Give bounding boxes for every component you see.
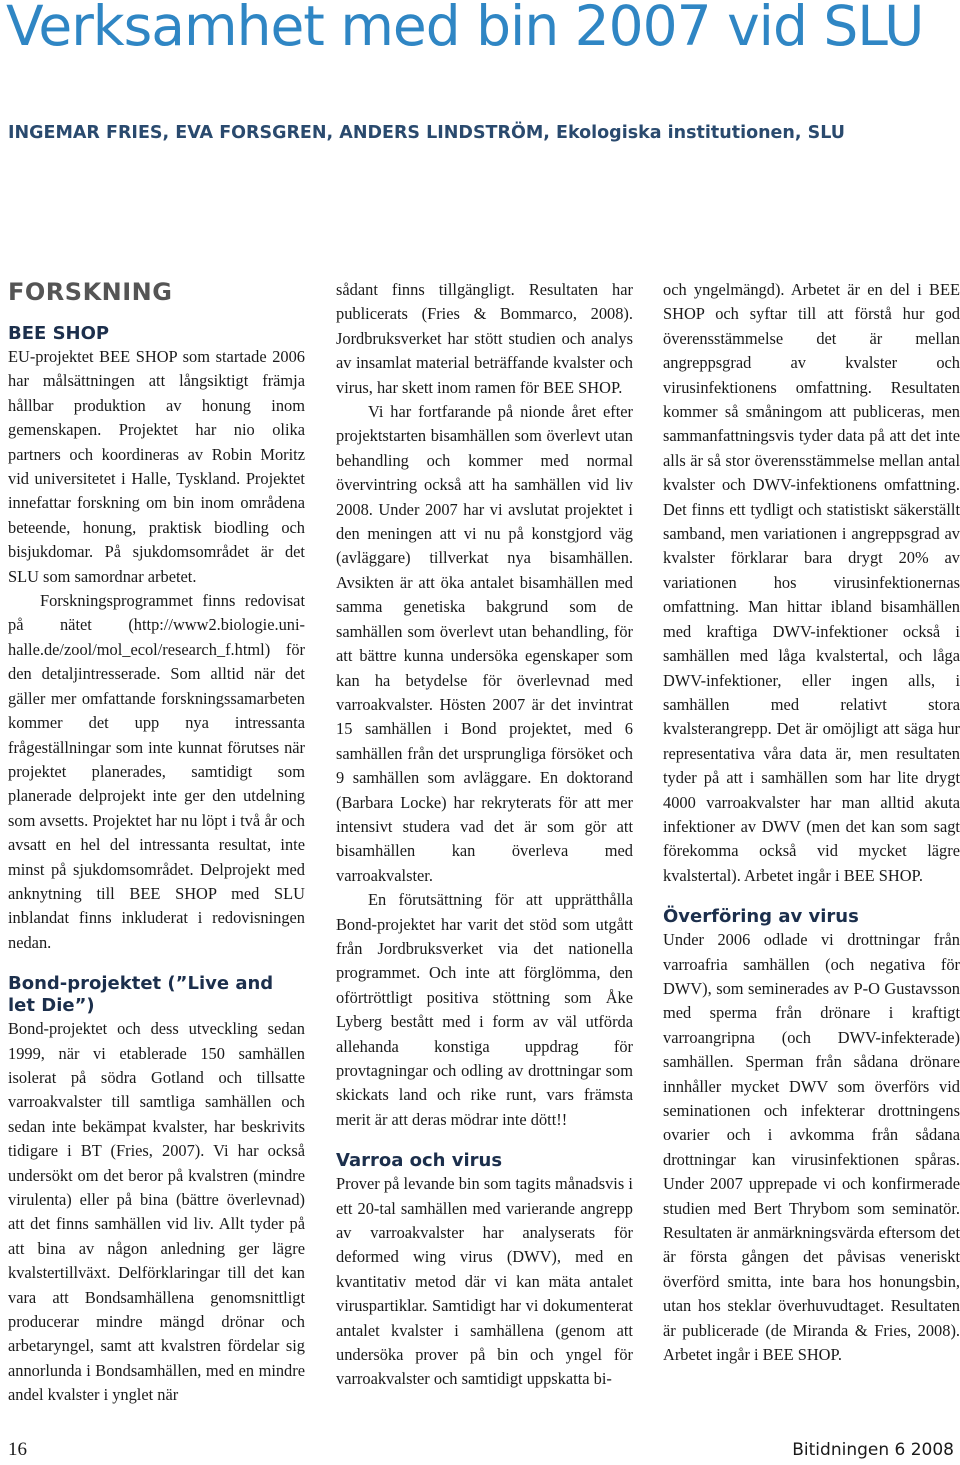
transfer-heading: Överföring av virus xyxy=(663,906,859,928)
bee-shop-heading: BEE SHOP xyxy=(8,323,110,344)
column-1 xyxy=(8,278,305,1408)
section-title: FORSKNING xyxy=(8,278,173,306)
bee-shop-paragraph-1: EU-projektet BEE SHOP som startade 2006 har målsättningen att långsiktigt främja hållbar produktion av honung inom gemenskapen. Projektet har nio olika partners och koordineras av Robin Moritz vid universitetet i Halle, Tyskland. Projektet innefattar forskning om bin inom områdena beteende, honung, praktisk biodling och bisjukdomar. På sjukdomsområdet är det SLU som samordnar arbetet. xyxy=(8,347,305,586)
column-2 xyxy=(336,278,633,1392)
page-number: 16 xyxy=(8,1439,27,1460)
bee-shop-paragraph-2: Forskningsprogrammet finns redovisat på nätet (http://www2.biologie.uni-halle.de/zool/mol_ecol/research_f.html) för den detaljintresserade. Som alltid när det gäller mer omfattande forskningssamarbeten kommer det upp nya intressanta frågeställningar som inte kunnat förutses när projektet planerades, samtidigt som planerade delprojekt inte ger den utdelning som avsetts. Projektet har nu löpt i två år och avsatt en hel del intressanta resultat, inte minst på sjukdomsområdet. Delprojekt med anknytning till BEE SHOP med SLU inblandat finns inkluderat i redovisningen nedan. xyxy=(8,591,305,952)
col2-paragraph-1: sådant finns tillgängligt. Resultaten har publicerats (Fries & Bommarco, 2008). Jordbruksverket har stött studien och analys av insamlat material beträffande kvalster och virus, har skett inom ramen för BEE SHOP. xyxy=(336,280,633,397)
bond-paragraph-1: Bond-projektet och dess utveckling sedan 1999, när vi etablerade 150 samhällen isolerat på södra Gotland och tillsatte varroakvalster till samtliga samhällen och sedan inte bekämpat kvalster, har beskrivits tidigare i BT (Fries, 2007). Vi har också undersökt om det beror på kvalstren (mindre virulenta) eller på bina (bättre överlevnad) att det finns samhällen vid liv. Allt tyder på att bina av någon anledning ger lägre kvalstertillväxt. Delförklaringar till det kan vara att Bondsamhällena genomsnittligt producerar mindre mängd drönar och arbetaryngel, samt att kvalstren fördelar sig annorlunda i Bondsamhällen, med en mindre andel kvalster i ynglet när xyxy=(8,1019,305,1405)
varroa-paragraph-1: Prover på levande bin som tagits månadsvis i ett 20-tal samhällen med varierande angrepp av varroakvalster har analyserats för deformed wing virus (DWV), med en kvantitativ metod där vi kan mäta antalet viruspartiklar. Samtidigt har vi dokumenterat antalet kvalster i samhällena (genom att undersöka prover på bin och yngel för varroakvalster och samtidigt uppskatta bi- xyxy=(336,1174,633,1389)
bond-heading: Bond-projektet (”Live and let Die”) xyxy=(8,973,274,1017)
col2-paragraph-3: En förutsättning för att upprätthålla Bond-projektet har varit det stöd som utgått från Jordbruksverket via det nationella programmet. Och inte att förglömma, den oförtröttligt positiva stöttning som Åke Lyberg bestått med i form av väl utförda allehanda konstiga uppdrag för provtagningar och odling av drottningar som skickats land och rike runt, vars främsta merit är att deras mödrar inte dött!! xyxy=(336,890,633,1129)
col2-paragraph-2: Vi har fortfarande på nionde året efter projektstarten bisamhällen som överlevt utan behandling och kommer med normal övervintring också att ha samhällen vid liv 2008. Under 2007 har vi avslutat projektet i den meningen att vi nu på konstgjord väg (avläggare) tillverkat nya bisamhällen. Avsikten är att öka antalet bisamhällen med samma genetiska bakgrund som de samhällen som överlevt utan behandling, för att bättre kunna undersöka egenskaper som kan ha betydelse för överlevnad med varroakvalster. Hösten 2007 är det invintrat 15 samhällen i Bond projektet, med 6 samhällen från det ursprungliga försöket och 9 samhällen som avläggare. En doktorand (Barbara Locke) har rekryterats för att mer intensivt studera vad det är som gör att bisamhällen kan överleva med varroakvalster. xyxy=(336,402,633,885)
authors-line: INGEMAR FRIES, EVA FORSGREN, ANDERS LINDSTRÖM, Ekologiska institutionen, SLU xyxy=(8,123,845,143)
transfer-paragraph-1: Under 2006 odlade vi drottningar från varroafria samhällen (och negativa för DWV), som seminerades av P-O Gustavsson med sperma från drönare i kraftigt varroangripna (och DWV-infekterade) samhällen. Sperman från sådana drönare innhåller mycket DWV som överförs vid seminationen och infekterar drottningens ovarier och i avkomma från sådana drottningar kan virusinfektionen spåras. Under 2007 upprepade vi och konfirmerade studien med Bert Thrybom som seminatör. Resultaten är anmärkningsvärda eftersom det är första gången det påvisas veneriskt överförd smitta, inte bara hos honungsbin, utan hos steklar överhuvudtaget. Resultaten är publicerade (de Miranda & Fries, 2008). Arbetet ingår i BEE SHOP. xyxy=(663,930,960,1365)
col3-paragraph-1: och yngelmängd). Arbetet är en del i BEE SHOP och syftar till att förstå hur god överensstämmelse det är mellan angreppsgrad av kvalster och virusinfektionens omfattning. Resultaten kommer så småningom att publiceras, men sammanfattningsvis tyder data på att det inte alls är så stor överensstämmelse mellan antal kvalster och DWV-infektionens omfattning. Det finns ett tydligt och statistiskt säkerställt samband, men variationen i angreppsgrad av kvalster förklarar bara drygt 20% av variationen hos virusinfektionernas omfattning. Man hittar ibland bisamhällen med kraftiga DWV-infektioner också i samhällen med låga kvalstertal, och låga DWV-infektioner, eller ingen alls, i samhällen med relativt stora kvalsterangrepp. Det är omöjligt att säga hur representativa våra data är, men resultaten tyder på att i samhällen som har lite drygt 4000 varroakvalster har man alltid akuta infektioner av DWV (men det kan som sagt förekomma också vid mycket lägre kvalstertal). Arbetet ingår i BEE SHOP. xyxy=(663,280,960,885)
magazine-issue: Bitidningen 6 2008 xyxy=(792,1440,954,1460)
page-title: Verksamhet med bin 2007 vid SLU xyxy=(6,0,924,58)
column-3 xyxy=(663,278,960,1367)
varroa-heading: Varroa och virus xyxy=(336,1150,503,1172)
